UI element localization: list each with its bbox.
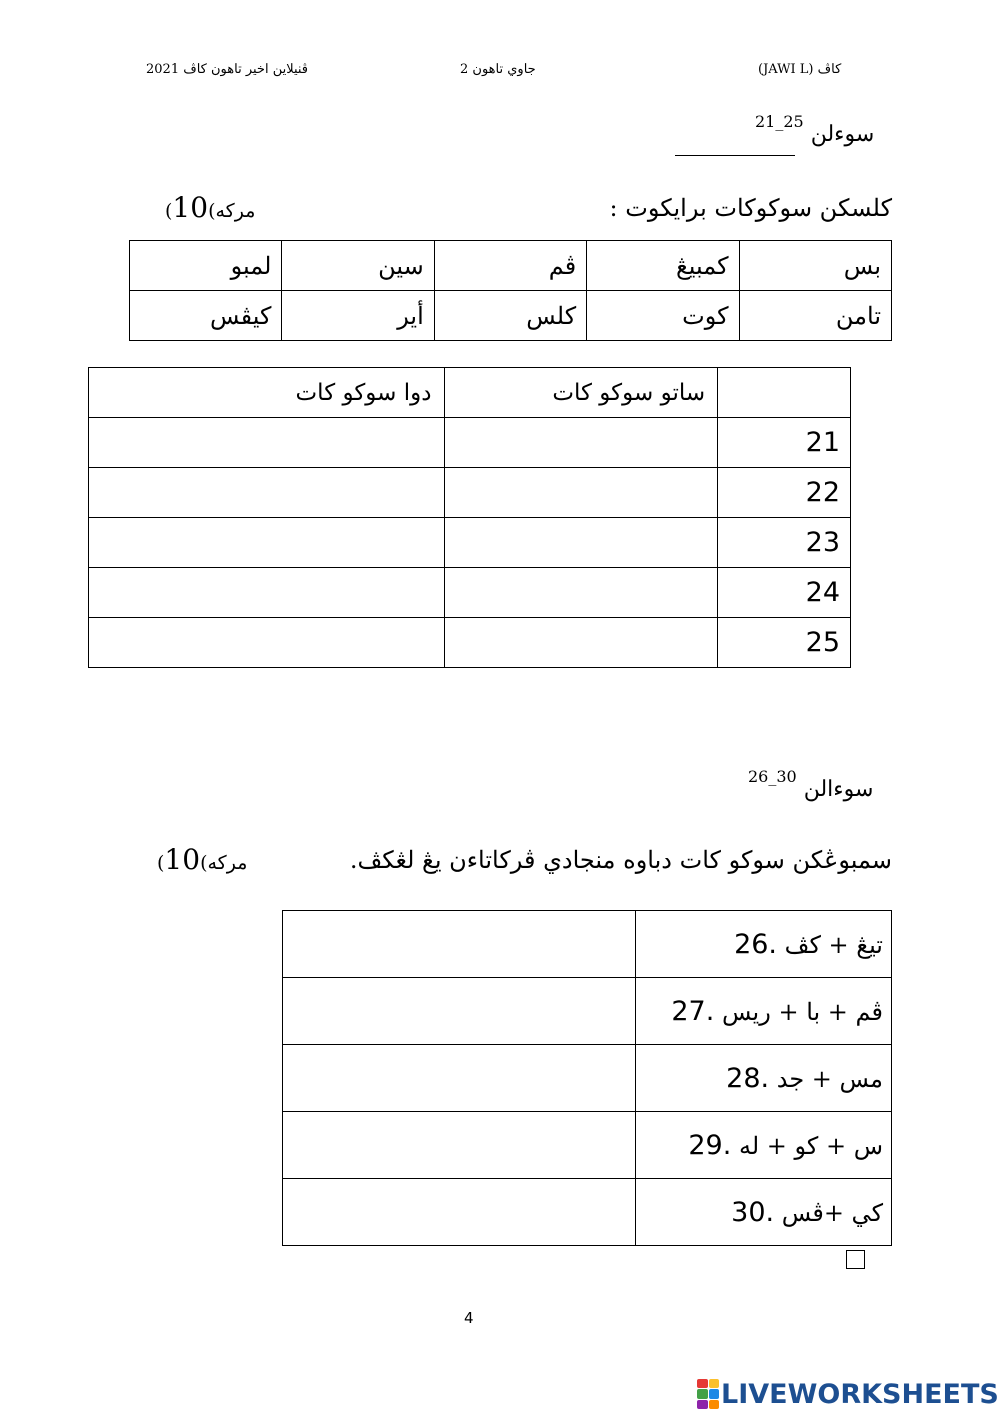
word-bank-cell: سين [282,241,434,291]
word-bank-cell: لمبو [130,241,282,291]
word-bank-cell: بس [739,241,891,291]
liveworksheets-logo-icon [697,1379,719,1409]
row-number: 22 [718,468,851,518]
table-row [283,1045,892,1112]
table-row [89,568,851,618]
word-bank-cell: كيڤس [130,291,282,341]
question-text: س + كو + له [738,1131,883,1160]
answer-one-syllable-22[interactable] [444,468,718,518]
row-number: 25 [718,618,851,668]
table-row [89,418,851,468]
table-row [283,1112,892,1179]
word-bank-cell: تامن [739,291,891,341]
word-bank-row [130,241,892,291]
header-right-text: كاڤ (JAWI L) [758,62,842,77]
question-text: كي +ڤس [781,1198,883,1227]
section1-instruction: كلسكن سوكوكات برايكوت : [609,194,892,222]
answer-two-syllable-22[interactable] [89,468,445,518]
answer-two-syllable-25[interactable] [89,618,445,668]
word-bank-cell: ڤم [434,241,586,291]
word-bank-cell: أير [282,291,434,341]
answer-field-30[interactable] [283,1179,636,1246]
empty-checkbox[interactable] [846,1250,865,1269]
logo-square [697,1379,708,1388]
question-26 [636,911,892,978]
table-row [89,468,851,518]
answer-two-syllable-21[interactable] [89,418,445,468]
word-bank-row [130,291,892,341]
question-number: 29. [688,1129,732,1161]
question-number: 26. [734,928,778,960]
header-number [718,368,851,418]
page-number: 4 [464,1309,474,1327]
section1-title-text: سوءلن [810,122,875,147]
question-28 [636,1045,892,1112]
logo-square [697,1400,708,1409]
row-number: 23 [718,518,851,568]
answer-one-syllable-23[interactable] [444,518,718,568]
answer-field-29[interactable] [283,1112,636,1179]
word-bank-cell: كمبيڠ [587,241,739,291]
word-bank-cell: كلس [434,291,586,341]
section2-marks-num: 10 [164,843,201,876]
question-text: مس + جد [776,1064,883,1093]
logo-square [709,1389,720,1398]
classification-table [88,367,851,668]
section2-marks-text: مركه) [200,852,254,874]
question-number: 28. [726,1062,770,1094]
table-row [283,1179,892,1246]
classification-header-row [89,368,851,418]
answer-field-27[interactable] [283,978,636,1045]
question-27 [636,978,892,1045]
section1-underline [675,155,795,156]
header-two-syllable: دوا سوكو كات [89,368,445,418]
section1-range: 21_25 [755,112,804,131]
question-number: 30. [731,1196,775,1228]
answer-two-syllable-24[interactable] [89,568,445,618]
question-number: 27. [671,995,715,1027]
row-number: 24 [718,568,851,618]
liveworksheets-text: LIVEWORKSHEETS [721,1378,999,1410]
section1-marks-num: 10 [172,191,209,224]
section1-title [755,112,875,147]
logo-square [709,1379,720,1388]
word-bank-table [129,240,892,341]
table-row [283,911,892,978]
answer-one-syllable-21[interactable] [444,418,718,468]
question-29 [636,1112,892,1179]
question-text: ڤم + با + ريس [721,997,883,1026]
section2-marks [157,843,253,876]
answer-field-28[interactable] [283,1045,636,1112]
table-row [89,518,851,568]
question-30 [636,1179,892,1246]
section2-title-text: سوءالن [803,777,874,802]
combination-table [282,910,892,1246]
question-text: تيڠ + كڤ [784,930,883,959]
word-bank-cell: كوت [587,291,739,341]
section2-marks-open: ( [157,852,165,874]
table-row [89,618,851,668]
section2-range: 26_30 [748,767,797,786]
section2-title [748,767,874,802]
answer-one-syllable-25[interactable] [444,618,718,668]
section1-marks-text: مركه) [208,200,262,222]
section1-marks [165,191,261,224]
answer-two-syllable-23[interactable] [89,518,445,568]
logo-square [709,1400,720,1409]
header-right [758,62,841,77]
header-center: جاوي تاهون 2 [460,62,536,77]
logo-square [697,1389,708,1398]
table-row [283,978,892,1045]
section2-instruction: سمبوڠكن سوكو كات دباوه منجادي ڤركاتاءن يڠ لڠكڤ. [349,846,892,874]
header-one-syllable: ساتو سوكو كات [444,368,718,418]
answer-one-syllable-24[interactable] [444,568,718,618]
liveworksheets-watermark[interactable] [697,1377,999,1411]
section1-marks-open: ( [165,200,173,222]
row-number: 21 [718,418,851,468]
header-left: ڤنيلاين اخير تاهون كاڤ 2021 [146,62,309,77]
answer-field-26[interactable] [283,911,636,978]
